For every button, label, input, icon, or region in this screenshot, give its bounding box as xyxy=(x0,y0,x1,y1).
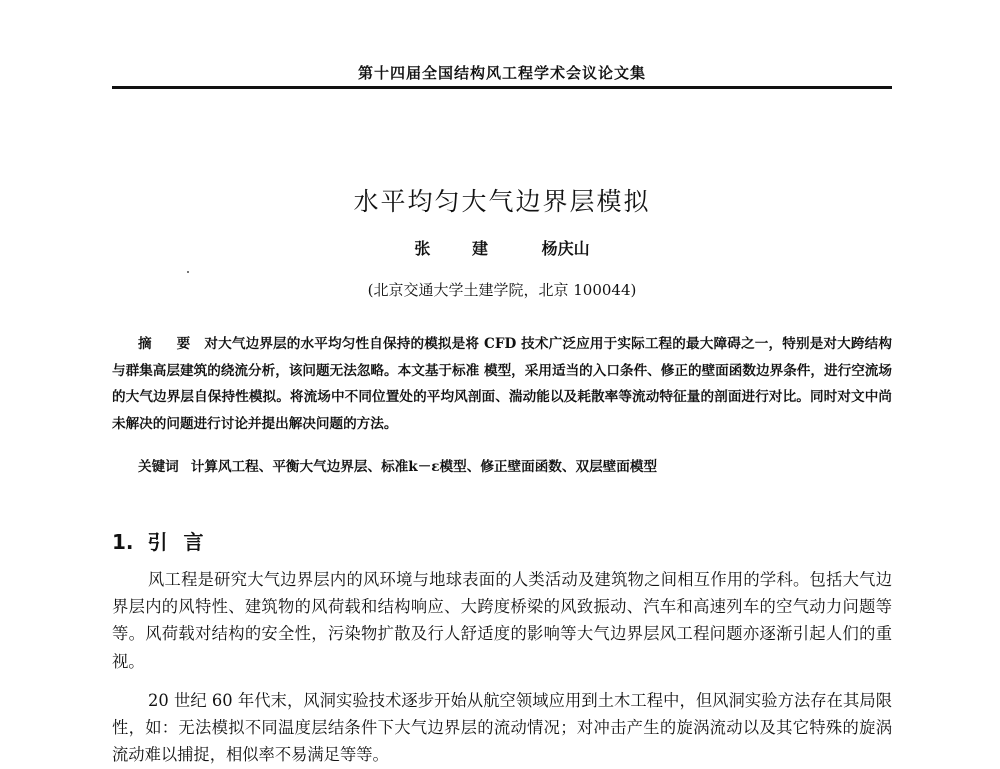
section-heading xyxy=(112,526,220,555)
abstract-text: 对大气边界层的水平均匀性自保持的模拟是将 CFD 技术广泛应用于实际工程的最大障碍之一，特别是对大跨结构与群集高层建筑的绕流分析，该问题无法忽略。本文基于标准 模型，采用适当的入口条件、修正的壁面函数边界条件，进行空流场的大气边界层自保持性模拟。将流场中不同位置处的平均风剖面、湍动能以及耗散率等流动特征量的剖面进行对比。同时对文中尚未解决的问题进行讨论并提出解决问题的方法。 xyxy=(112,336,892,432)
author-name: 杨庆山 xyxy=(541,239,590,258)
keywords-text: 计算风工程、平衡大气边界层、标准k－ε模型、修正壁面函数、双层壁面模型 xyxy=(190,459,658,475)
author-name: 张 建 xyxy=(414,239,506,258)
paper-title: 水平均匀大气边界层模拟 xyxy=(353,187,651,216)
author-affiliation: (北京交通大学土建学院，北京 100044) xyxy=(367,281,637,299)
abstract xyxy=(112,331,892,437)
keywords-label: 关键词 xyxy=(138,459,179,475)
keywords xyxy=(112,455,892,475)
author-list xyxy=(112,236,892,259)
running-header: 第十四届全国结构风工程学术会议论文集 xyxy=(357,64,646,82)
body-paragraph: 风工程是研究大气边界层内的风环境与地球表面的人类活动及建筑物之间相互作用的学科。包括大气边界层内的风特性、建筑物的风荷载和结构响应、大跨度桥梁的风致振动、汽车和高速列车的空气动力问题等等。风荷载对结构的安全性，污染物扩散及行人舒适度的影响等大气边界层风工程问题亦逐渐引起人们的重视。 xyxy=(112,570,892,671)
body-paragraph: 20 世纪 60 年代末，风洞实验技术逐步开始从航空领域应用到土木工程中，但风洞实验方法存在其局限性，如：无法模拟不同温度层结条件下大气边界层的流动情况；对冲击产生的旋涡流动以及其它特殊的旋涡流动难以捕捉，相似率不易满足等等。 xyxy=(112,691,892,765)
section-title: 引言 xyxy=(147,530,220,554)
abstract-label: 摘 要 xyxy=(138,336,201,352)
section-number: 1. xyxy=(112,530,134,554)
scan-speck xyxy=(187,271,189,273)
header-rule xyxy=(112,86,892,89)
